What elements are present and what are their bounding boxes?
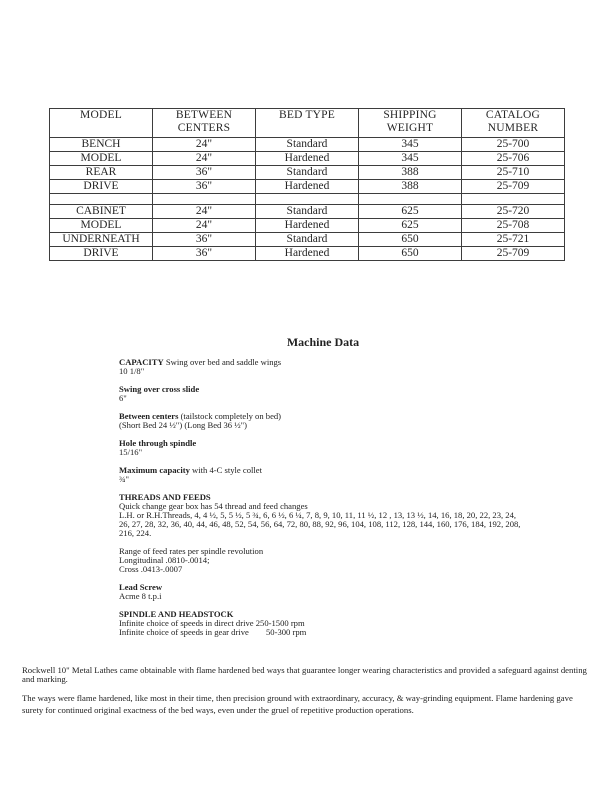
header-line: SHIPPING — [383, 109, 437, 121]
spec-value: L.H. or R.H.Threads, 4, 4 ½, 5, 5 ½, 5 ¾, 6, 6 ½, 6 ¼, 7, 8, 9, 10, 11, 11 ½, 12 , 13, 13 ½, 14, 16, 18, 20, 22, 23, 24, 26, 27, 28, 32, 36, 40, 44, 46, 48, 52, 54, 56, 64, 72, 80, 88, 92, 96, 104, 108, 112, 128, 144, 160, 176, 184, 192, 208, 216, 224. — [119, 510, 521, 538]
header-line: CENTERS — [177, 122, 231, 134]
table-cell — [256, 194, 359, 205]
table-row — [50, 180, 565, 194]
table-cell: 345 — [359, 138, 462, 152]
spec-bold-label: Between centers — [119, 411, 179, 421]
header-line: NUMBER — [487, 122, 539, 134]
spec-value: Infinite choice of speeds in direct drive 250-1500 rpm — [119, 618, 305, 628]
spec-block-hole-through-spindle — [119, 439, 527, 457]
table-cell: MODEL — [50, 152, 153, 166]
spec-bold-label: SPINDLE AND HEADSTOCK — [119, 609, 234, 619]
spec-block-capacity — [119, 358, 527, 376]
spec-value: Longitudinal .0810-.0014; — [119, 555, 210, 565]
table-cell — [153, 194, 256, 205]
table-cell: DRIVE — [50, 247, 153, 261]
table-cell: 24" — [153, 219, 256, 233]
header-line: BED TYPE — [278, 109, 336, 121]
header-cell-bed-type — [256, 109, 359, 138]
table-cell: 25-708 — [462, 219, 565, 233]
header-line: MODEL — [80, 109, 122, 121]
spec-label-rest: (tailstock completely on bed) — [178, 411, 282, 421]
table-row — [50, 233, 565, 247]
header-cell-catalog-number — [462, 109, 565, 138]
table-cell: MODEL — [50, 219, 153, 233]
table-cell: DRIVE — [50, 180, 153, 194]
table-cell: UNDERNEATH — [50, 233, 153, 247]
header-cell-shipping-weight — [359, 109, 462, 138]
table-cell: Hardened — [256, 180, 359, 194]
footer-paragraph-2: The ways were flame hardened, like most in their time, then precision ground with extraordinary, accuracy, & way-grinding equipment. Flame hardening gave surety for continued original exactness of the bed ways, even under the gruel of repetitive production operations. — [22, 693, 573, 715]
table-cell: Hardened — [256, 247, 359, 261]
table-row — [50, 152, 565, 166]
spec-block-swing-cross-slide — [119, 385, 527, 403]
spec-label-rest: with 4-C style collet — [189, 465, 262, 475]
table-cell: 388 — [359, 180, 462, 194]
table-cell: Standard — [256, 166, 359, 180]
table-row — [50, 219, 565, 233]
table-cell: 25-709 — [462, 180, 565, 194]
spec-label-rest: Range of feed rates per spindle revolution — [119, 546, 264, 556]
spec-title-line — [119, 358, 527, 367]
table-cell: 650 — [359, 247, 462, 261]
spec-value: Quick change gear box has 54 thread and feed changes — [119, 501, 308, 511]
table-cell: 650 — [359, 233, 462, 247]
spec-bold-label: CAPACITY — [119, 357, 164, 367]
machine-data-title: Machine Data — [286, 335, 360, 349]
spec-value: Acme 8 t.p.i — [119, 591, 162, 601]
spec-block-maximum-capacity — [119, 466, 527, 484]
table-cell: 36" — [153, 180, 256, 194]
table-cell: Hardened — [256, 152, 359, 166]
table-cell: Hardened — [256, 219, 359, 233]
table-cell: 36" — [153, 166, 256, 180]
table-cell: REAR — [50, 166, 153, 180]
table-cell: 25-710 — [462, 166, 565, 180]
spec-block-between-centers — [119, 412, 527, 430]
header-cell-between-centers — [153, 109, 256, 138]
spec-label-rest: Swing over bed and saddle wings — [163, 357, 282, 367]
table-cell: 24" — [153, 205, 256, 219]
spec-block-feed-rates — [119, 547, 527, 574]
table-cell: 345 — [359, 152, 462, 166]
footer-text — [22, 666, 592, 716]
table-cell: 25-720 — [462, 205, 565, 219]
table-cell: 25-706 — [462, 152, 565, 166]
table-cell — [359, 194, 462, 205]
spec-bold-label: Maximum capacity — [119, 465, 190, 475]
header-line: BETWEEN — [175, 109, 233, 121]
table-header-row — [50, 109, 565, 138]
table-row — [50, 166, 565, 180]
spec-title-line — [119, 583, 527, 592]
spec-bold-label: Swing over cross slide — [119, 384, 200, 394]
table-cell — [462, 194, 565, 205]
table-row — [50, 138, 565, 152]
header-cell-model — [50, 109, 153, 138]
table-cell: Standard — [256, 233, 359, 247]
spec-title-line — [119, 385, 527, 394]
spec-title-line — [119, 439, 527, 448]
table-cell: 25-700 — [462, 138, 565, 152]
table-cell: 36" — [153, 233, 256, 247]
spec-bold-label: Lead Screw — [119, 582, 163, 592]
table-cell: 625 — [359, 205, 462, 219]
machine-data-section — [119, 336, 527, 646]
table-cell: 36" — [153, 247, 256, 261]
footer-paragraph-1: Rockwell 10" Metal Lathes came obtainable with flame hardened bed ways that guarantee longer wearing characteristics and provided a safeguard against denting and marking. — [22, 665, 587, 684]
table-cell: BENCH — [50, 138, 153, 152]
table-separator-row — [50, 194, 565, 205]
spec-value: (Short Bed 24 ½") (Long Bed 36 ½") — [119, 420, 248, 430]
spec-value: 6" — [119, 393, 127, 403]
table-cell: 625 — [359, 219, 462, 233]
spec-value: 10 1/8" — [119, 366, 145, 376]
table-row — [50, 247, 565, 261]
table-cell — [50, 194, 153, 205]
spec-block-threads-and-feeds — [119, 493, 527, 538]
table-cell: 24" — [153, 138, 256, 152]
spec-value: Cross .0413-.0007 — [119, 564, 183, 574]
spec-block-spindle-headstock — [119, 610, 527, 637]
spec-title-line — [119, 466, 527, 475]
spec-bold-label: THREADS AND FEEDS — [119, 492, 211, 502]
spec-value: ¾" — [119, 474, 129, 484]
table-cell: 25-721 — [462, 233, 565, 247]
spec-value: 15/16" — [119, 447, 143, 457]
lathe-model-spec-table — [49, 108, 565, 261]
table-cell: Standard — [256, 138, 359, 152]
header-line: WEIGHT — [386, 122, 434, 134]
table-cell: 24" — [153, 152, 256, 166]
table-cell: Standard — [256, 205, 359, 219]
table-cell: 388 — [359, 166, 462, 180]
spec-block-lead-screw — [119, 583, 527, 601]
table-row — [50, 205, 565, 219]
table-cell: 25-709 — [462, 247, 565, 261]
spec-bold-label: Hole through spindle — [119, 438, 197, 448]
header-line: CATALOG — [485, 109, 541, 121]
spec-value: Infinite choice of speeds in gear drive 50-300 rpm — [119, 627, 307, 637]
table-cell: CABINET — [50, 205, 153, 219]
